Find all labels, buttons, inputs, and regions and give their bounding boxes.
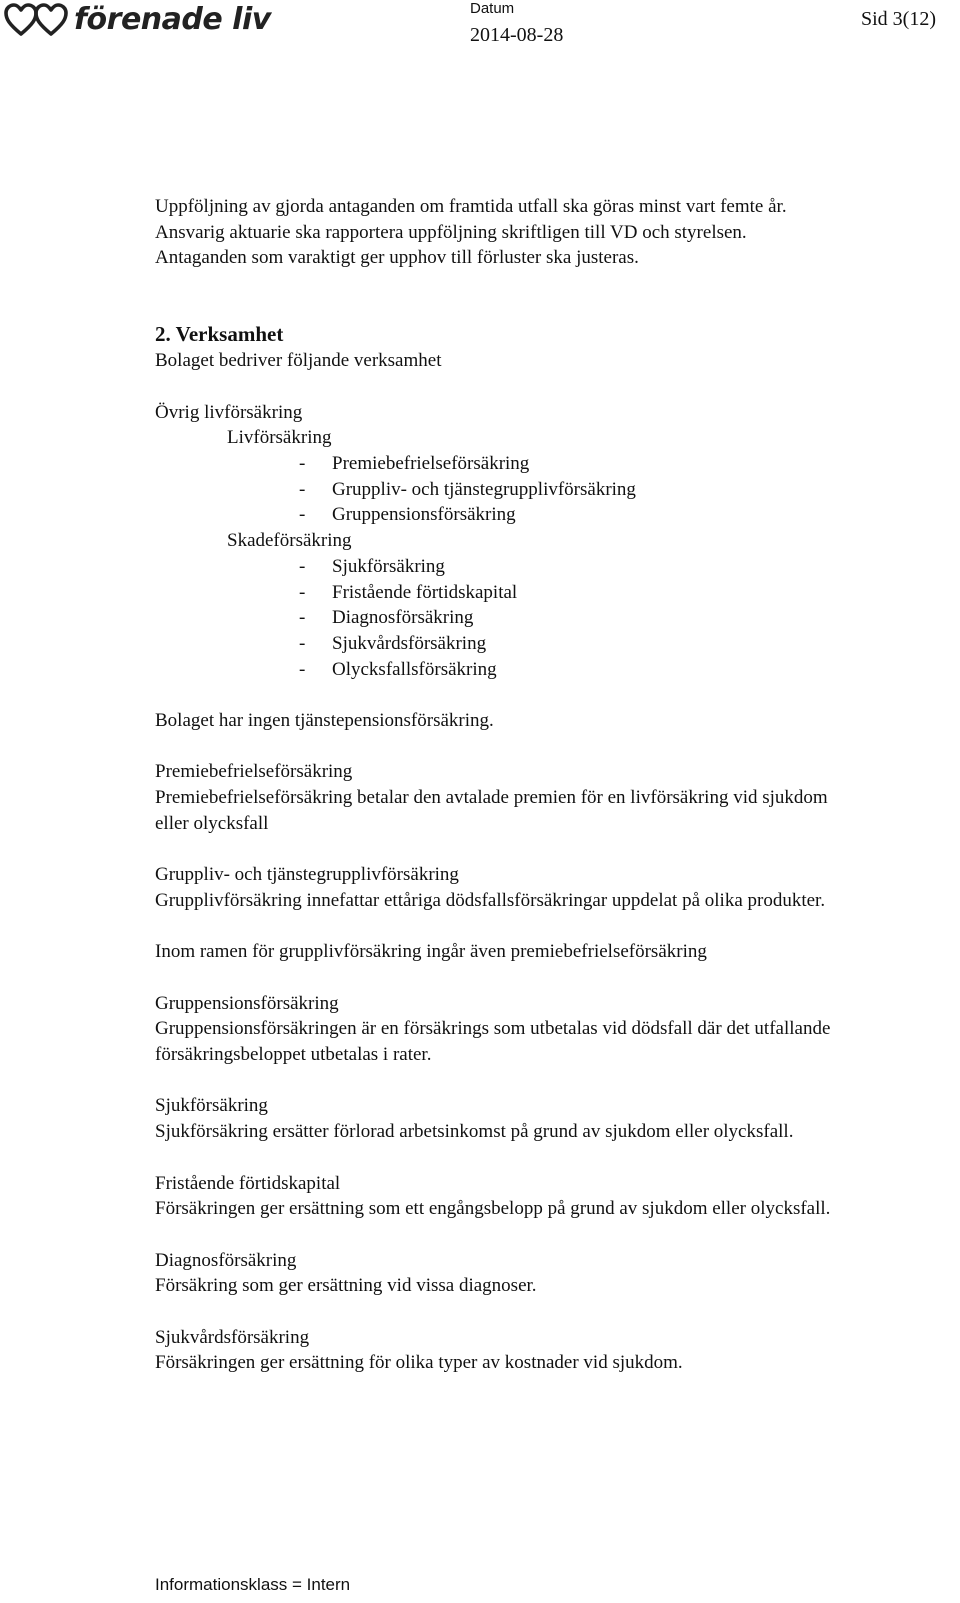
intro-line-1: Uppföljning av gjorda antaganden om framtida utfall ska göras minst vart femte år. [155, 196, 787, 217]
date-value: 2014-08-28 [470, 24, 564, 46]
activity-life-label: Livförsäkring [227, 427, 332, 449]
definition-heading: Sjukvårdsförsäkring [155, 1326, 310, 1348]
definition-text: Försäkringen ger ersättning för olika typer av kostnader vid sjukdom. [155, 1352, 683, 1374]
activity-top: Övrig livförsäkring [155, 401, 303, 423]
list-item: - Diagnosförsäkring [299, 607, 474, 629]
definition-text: Försäkringen ger ersättning som ett engångsbelopp på grund av sjukdom eller olycksfall. [155, 1198, 831, 1220]
logo-wordmark: förenade liv [74, 2, 271, 37]
page-number: Sid 3(12) [861, 8, 936, 30]
definition-text: Gruppensionsförsäkringen är en försäkrings som utbetalas vid dödsfall där det utfallande [155, 1018, 831, 1040]
activity-note: Bolaget har ingen tjänstepensionsförsäkring. [155, 710, 494, 731]
list-item: - Gruppliv- och tjänstegrupplivförsäkring [299, 478, 636, 500]
definition-heading: Gruppensionsförsäkring [155, 992, 339, 1014]
definition-text: Sjukförsäkring ersätter förlorad arbetsinkomst på grund av sjukdom eller olycksfall. [155, 1121, 794, 1143]
intro-line-3: Antaganden som varaktigt ger upphov till förluster ska justeras. [155, 247, 639, 269]
list-item: - Gruppensionsförsäkring [299, 504, 516, 526]
activity-damage-label: Skadeförsäkring [227, 530, 352, 552]
definition-heading: Premiebefrielseförsäkring [155, 761, 353, 783]
intro-line-2: Ansvarig aktuarie ska rapportera uppföljning skriftligen till VD och styrelsen. [155, 221, 747, 243]
definition-heading: Sjukförsäkring [155, 1095, 268, 1117]
definition-heading: Gruppliv- och tjänstegrupplivförsäkring [155, 864, 459, 886]
list-item: - Fristående förtidskapital [299, 581, 518, 603]
definition-text: försäkringsbeloppet utbetalas i rater. [155, 1044, 432, 1066]
list-item: - Premiebefrielseförsäkring [299, 452, 530, 474]
list-item: - Sjukvårdsförsäkring [299, 632, 487, 654]
definition-text: Grupplivförsäkring innefattar ettåriga dödsfallsförsäkringar uppdelat på olika produkter. [155, 889, 826, 911]
classification-footer: Informationsklass = Intern [155, 1575, 351, 1594]
definition-text: Premiebefrielseförsäkring betalar den avtalade premien för en livförsäkring vid sjukdom [155, 787, 828, 809]
definition-text: Försäkring som ger ersättning vid vissa diagnoser. [155, 1275, 537, 1297]
company-logo [4, 0, 271, 40]
date-label: Datum [470, 0, 515, 17]
page-header [0, 0, 960, 60]
hearts-logo-icon [4, 3, 70, 37]
list-item: - Olycksfallsförsäkring [299, 658, 497, 680]
section-lead: Bolaget bedriver följande verksamhet [155, 350, 442, 372]
list-item: - Sjukförsäkring [299, 555, 445, 577]
section-title: 2. Verksamhet [155, 322, 284, 347]
definition-heading: Fristående förtidskapital [155, 1172, 341, 1194]
document-body [155, 194, 945, 1376]
definition-heading: Diagnosförsäkring [155, 1249, 297, 1271]
definition-text: Inom ramen för grupplivförsäkring ingår även premiebefrielseförsäkring [155, 941, 707, 963]
definition-text: eller olycksfall [155, 812, 269, 834]
